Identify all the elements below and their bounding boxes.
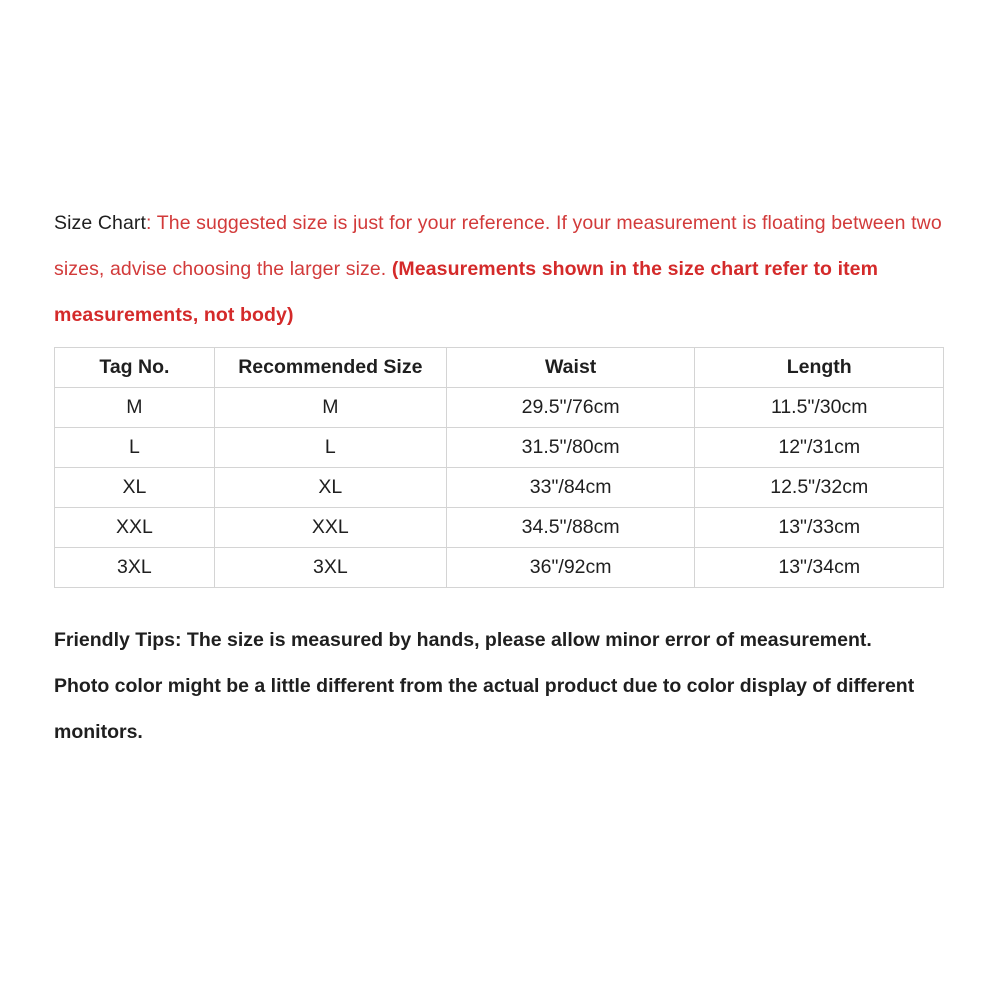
size-chart-intro — [54, 200, 954, 338]
cell-length: 12.5"/32cm — [695, 468, 944, 508]
cell-waist: 29.5"/76cm — [446, 388, 695, 428]
cell-waist: 36"/92cm — [446, 548, 695, 588]
cell-length: 13"/34cm — [695, 548, 944, 588]
tip-photo-color: Photo color might be a little different from the actual product due to color display of different monitors. — [54, 675, 915, 743]
header-waist: Waist — [446, 348, 695, 388]
cell-recommended-size: XL — [214, 468, 446, 508]
cell-tag-no: XXL — [55, 508, 215, 548]
cell-length: 13"/33cm — [695, 508, 944, 548]
cell-length: 12"/31cm — [695, 428, 944, 468]
size-table — [54, 347, 944, 588]
cell-recommended-size: L — [214, 428, 446, 468]
table-row — [55, 508, 944, 548]
cell-tag-no: M — [55, 388, 215, 428]
friendly-tips — [54, 617, 954, 755]
tip-measurement: Friendly Tips: The size is measured by hands, please allow minor error of measurement. — [54, 629, 872, 651]
reference-note: The suggested size is just for your reference. If your measurement is floating between two sizes, advise choosing the larger size. — [54, 212, 942, 280]
table-row — [55, 388, 944, 428]
cell-recommended-size: XXL — [214, 508, 446, 548]
header-tag-no: Tag No. — [55, 348, 215, 388]
table-row — [55, 468, 944, 508]
label-colon: : — [146, 212, 157, 234]
header-length: Length — [695, 348, 944, 388]
cell-waist: 31.5"/80cm — [446, 428, 695, 468]
size-chart-label: Size Chart — [54, 212, 147, 234]
table-header-row — [55, 348, 944, 388]
cell-waist: 33"/84cm — [446, 468, 695, 508]
cell-tag-no: 3XL — [55, 548, 215, 588]
cell-tag-no: XL — [55, 468, 215, 508]
cell-recommended-size: 3XL — [214, 548, 446, 588]
table-row — [55, 548, 944, 588]
cell-tag-no: L — [55, 428, 215, 468]
measurement-emphasis: (Measurements shown in the size chart refer to item measurements, not body) — [54, 258, 879, 326]
cell-waist: 34.5"/88cm — [446, 508, 695, 548]
table-row — [55, 428, 944, 468]
cell-length: 11.5"/30cm — [695, 388, 944, 428]
header-recommended-size: Recommended Size — [214, 348, 446, 388]
cell-recommended-size: M — [214, 388, 446, 428]
